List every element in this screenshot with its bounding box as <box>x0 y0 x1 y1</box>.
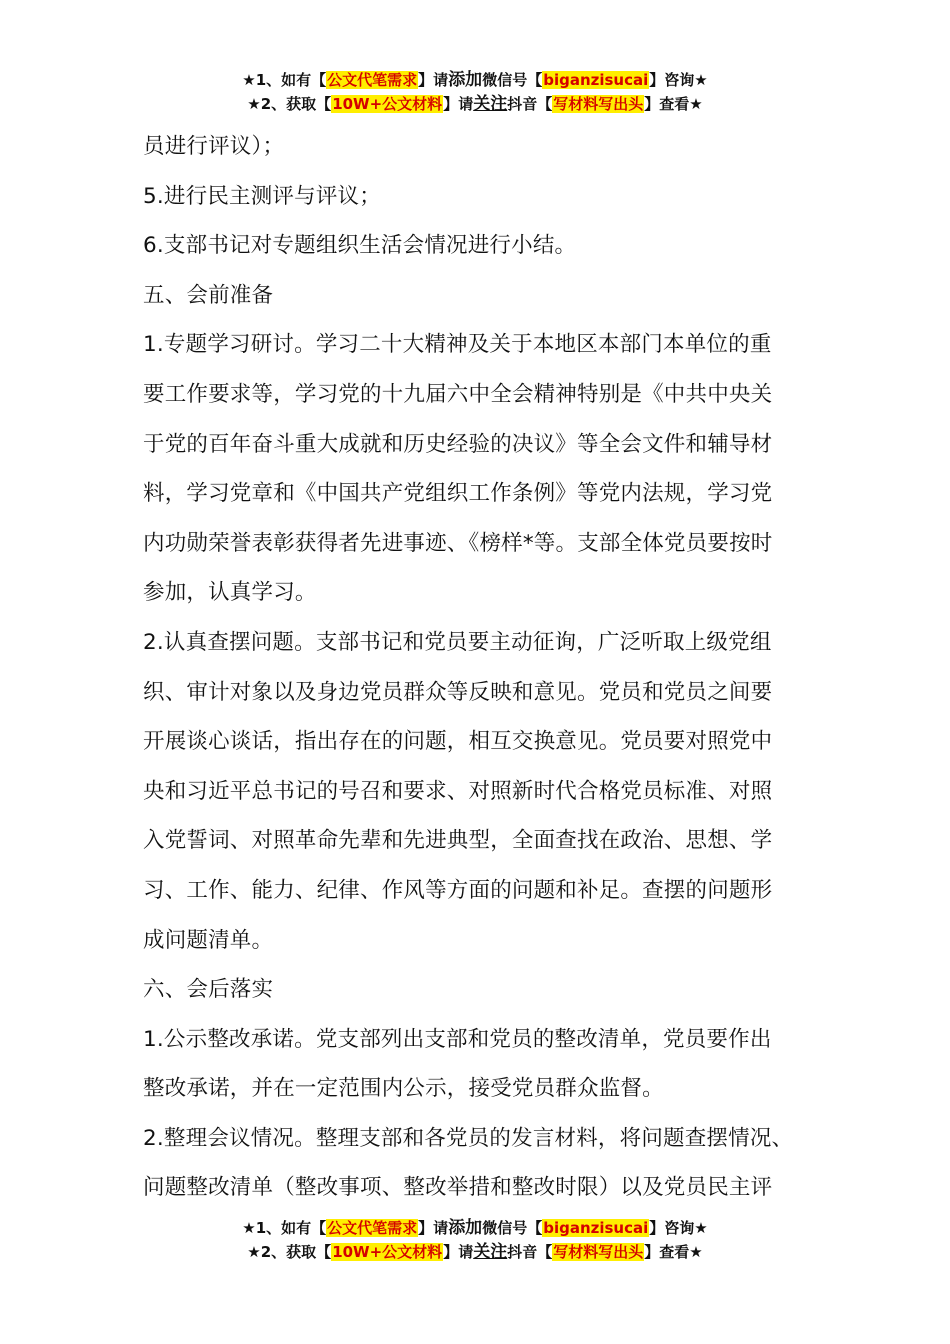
body-line: 内功勋荣誉表彰获得者先进事迹、《榜样*等。支部全体党员要按时 <box>143 530 773 556</box>
banner-text: 】请 <box>443 1243 474 1261</box>
banner-highlight: 写材料写出头 <box>553 95 644 113</box>
body-line: 习、工作、能力、纪律、作风等方面的问题和补足。查摆的问题形 <box>143 877 773 903</box>
body-line: 成问题清单。 <box>143 927 274 953</box>
banner-text: 微信号【 <box>482 1219 543 1237</box>
body-line: 开展谈心谈话，指出存在的问题，相互交换意见。党员要对照党中 <box>143 729 773 755</box>
banner-text: ★2、获取【 <box>247 1243 332 1261</box>
banner-line-1 <box>0 68 950 92</box>
banner-text: 微信号【 <box>482 71 543 89</box>
body-line: 5.进行民主测评与评议； <box>143 183 381 209</box>
banner-highlight: biganzisucai <box>543 1219 649 1237</box>
banner-text: ★2、获取【 <box>247 95 332 113</box>
banner-text: 】咨询★ <box>649 71 708 89</box>
banner-line-1 <box>0 1216 950 1240</box>
banner-text: 】请 <box>418 1219 449 1237</box>
banner-emphasis: 关注 <box>473 1242 508 1262</box>
banner-text: 】请 <box>443 95 474 113</box>
banner-highlight: 公文代笔需求 <box>327 71 418 89</box>
top-banner <box>0 68 950 116</box>
banner-line-2 <box>0 92 950 116</box>
banner-text: 】查看★ <box>644 95 703 113</box>
banner-highlight: 公文代笔需求 <box>327 1219 418 1237</box>
section-heading: 五、会前准备 <box>143 282 274 308</box>
banner-line-2 <box>0 1240 950 1264</box>
banner-text: 】查看★ <box>644 1243 703 1261</box>
body-line: 织、审计对象以及身边党员群众等反映和意见。党员和党员之间要 <box>143 679 773 705</box>
banner-text: 抖音【 <box>507 1243 553 1261</box>
body-line: 1.专题学习研讨。学习二十大精神及关于本地区本部门本单位的重 <box>143 332 772 358</box>
banner-emphasis: 添加 <box>448 70 483 90</box>
body-line: 问题整改清单（整改事项、整改举措和整改时限）以及党员民主评 <box>143 1175 773 1201</box>
body-line: 于党的百年奋斗重大成就和历史经验的决议》等全会文件和辅导材 <box>143 431 773 457</box>
banner-text: 抖音【 <box>507 95 553 113</box>
body-line: 参加，认真学习。 <box>143 580 317 606</box>
banner-highlight: 10W+公文材料 <box>332 95 443 113</box>
document-body <box>143 122 813 1213</box>
banner-emphasis: 添加 <box>448 1218 483 1238</box>
body-line: 入党誓词、对照革命先辈和先进典型，全面查找在政治、思想、学 <box>143 828 773 854</box>
bottom-banner <box>0 1216 950 1264</box>
body-line: 6.支部书记对专题组织生活会情况进行小结。 <box>143 233 577 259</box>
banner-highlight: 写材料写出头 <box>553 1243 644 1261</box>
body-line: 1.公示整改承诺。党支部列出支部和党员的整改清单，党员要作出 <box>143 1026 772 1052</box>
body-line: 整改承诺，并在一定范围内公示，接受党员群众监督。 <box>143 1076 664 1102</box>
body-line: 央和习近平总书记的号召和要求、对照新时代合格党员标准、对照 <box>143 778 773 804</box>
banner-text: ★1、如有【 <box>242 1219 327 1237</box>
banner-highlight: 10W+公文材料 <box>332 1243 443 1261</box>
body-line: 料，学习党章和《中国共产党组织工作条例》等党内法规，学习党 <box>143 481 773 507</box>
banner-text: 】请 <box>418 71 449 89</box>
body-line: 2.认真查摆问题。支部书记和党员要主动征询，广泛听取上级党组 <box>143 629 772 655</box>
banner-emphasis: 关注 <box>473 94 508 114</box>
body-line: 2.整理会议情况。整理支部和各党员的发言材料，将问题查摆情况、 <box>143 1125 794 1151</box>
banner-text: 】咨询★ <box>649 1219 708 1237</box>
banner-highlight: biganzisucai <box>543 71 649 89</box>
banner-text: ★1、如有【 <box>242 71 327 89</box>
section-heading: 六、会后落实 <box>143 977 274 1003</box>
body-line: 员进行评议）； <box>143 134 285 159</box>
body-line: 要工作要求等，学习党的十九届六中全会精神特别是《中共中央关 <box>143 381 773 407</box>
